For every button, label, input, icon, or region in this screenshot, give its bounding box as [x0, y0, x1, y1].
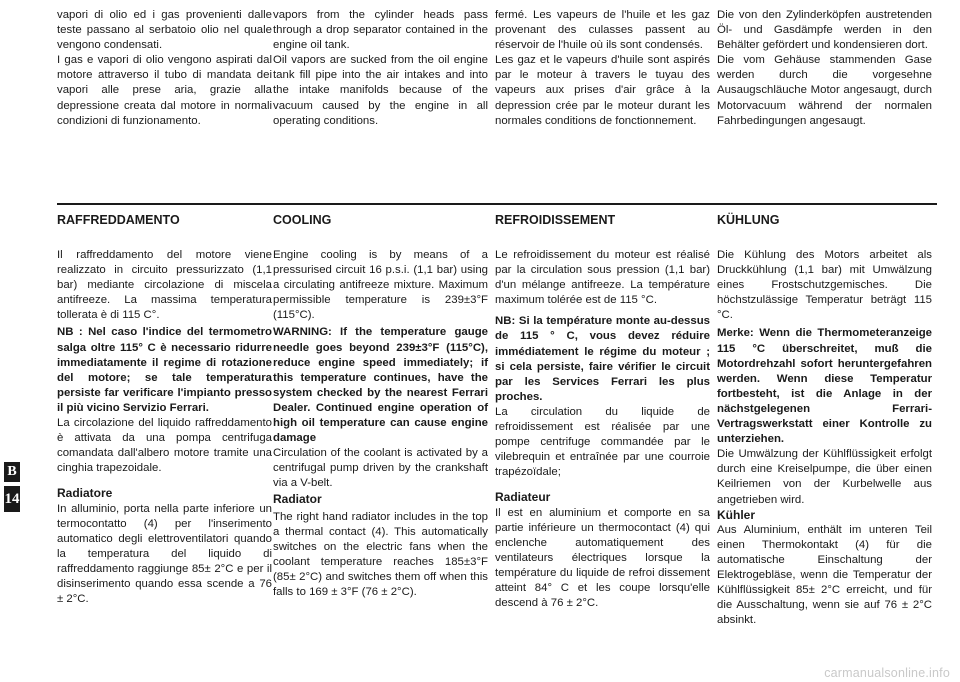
- warning-paragraph: Merke: Wenn die Thermometeranzeige 115 °C überschreitet, muß die Motordrehzahl sofort heruntergefahren werden. Wenn diese Temperatur fortbesteht, ist die Anlage in der nächstgelegenen Ferrari-Vertragswerkstatt einer Kontrolle zu unterziehen.: [717, 327, 932, 446]
- section-divider: [57, 203, 937, 205]
- paragraph: vapors from the cylinder heads pass through a drop separator contained in the engine oil tank.: [273, 9, 488, 52]
- note-paragraph: NB: Si la température monte au-dessus de 115 ° C, vous devez réduire immédiatement le régime du moteur ; si cela persiste, faire vérifier le circuit par les Services Ferrari les plus proches.: [495, 315, 710, 403]
- warning-paragraph: WARNING: If the temperature gauge needle goes beyond 239±3°F (115°C), reduce engine speed immediately; if this temperature continues, have the system checked by the nearest Ferrari Dealer. Continued engine operation of high oil temperature can cause engine damage: [273, 326, 488, 445]
- column-en: [273, 248, 488, 600]
- paragraph: Circulation of the coolant is activated by a centrifugal pump driven by the crankshaft via a V-belt.: [273, 447, 488, 490]
- section-tab-letter: B: [4, 462, 20, 482]
- section-tab-number: 14: [4, 486, 20, 512]
- subheading: Kühler: [717, 507, 756, 522]
- column-fr: [495, 248, 710, 611]
- subheading: Radiatore: [57, 486, 113, 501]
- paragraph: Il est en aluminium et comporte en sa partie inférieure un thermocontact (4) qui enclenche automatiquement des ventilateurs électriques lorsque la température du liquide de refroi dissement atteint 84° C et les coupe lorsqu'elle descend à 76 ± 2°C.: [495, 506, 710, 610]
- heading-de: KÜHLUNG: [717, 213, 780, 227]
- note-paragraph: NB : Nel caso l'indice del termometro salga oltre 115° C è necessario ridurre immediatamente il regime di rotazione del motore; se tale temperatura persiste far verificare l'impianto presso il più vicino Servizio Ferrari.: [57, 326, 272, 414]
- paragraph: La circolazione del liquido raffreddamento è attivata da una pompa centrifuga comandata dall'albero motore tramite una cinghia trapezoidale.: [57, 417, 272, 475]
- column-de: [717, 248, 932, 628]
- paragraph: Aus Aluminium, enthält im unteren Teil einen Thermokontakt (4) für die automatische Einschaltung der Elektrogebläse, wenn die Temperatur der Kühlflüssigkeit 85± 2°C erreicht, und für die Ausschaltung, wenn sie auf 76 ± 2°C absinkt.: [717, 523, 932, 627]
- paragraph: La circulation du liquide de refroidissement est réalisée par une pompe centrifuge commandée par le vilebrequin et entraînée par une courroie trapézoïdale;: [495, 405, 710, 479]
- paragraph: Die Umwälzung der Kühlflüssigkeit erfolgt durch eine Kreiselpumpe, die über einen Keilriemen von der Kurbelwelle aus angetrieben wird.: [717, 448, 932, 506]
- paragraph: Le refroidissement du moteur est réalisé par la circulation sous pression (1,1 bar) d'un mélange antifreeze. La température maximum tolérée est de 115 °C.: [495, 249, 710, 307]
- paragraph: vapori di olio ed i gas provenienti dalle teste passano al serbatoio olio nel quale vengono condensati.: [57, 9, 272, 52]
- heading-fr: REFROIDISSEMENT: [495, 213, 616, 227]
- paragraph: In alluminio, porta nella parte inferiore un termocontatto (4) per l'inserimento automatico degli elettroventilatori quando la temperatura del liquido di raffreddamento raggiunge 85± 2°C e per il disinserimento quando essa scende a 76 ± 2°C.: [57, 502, 272, 606]
- paragraph: Il raffreddamento del motore viene realizzato in circuito pressurizzato (1,1 bar) mediante circolazione di miscela antifreeze. La massima temperatura tollerata è di 115 C°.: [57, 249, 272, 322]
- paragraph: Oil vapors are sucked from the oil engine tank fill pipe into the air intakes and into the intake manifolds because of the vacuum caused by the engine in all operating conditions.: [273, 54, 488, 127]
- column-it: [57, 248, 272, 607]
- paragraph: I gas e vapori di olio vengono aspirati dal motore attraverso il tubo di mandata dei vapori alle prese aria, grazie alla depressione creata dal motore in normali condizioni di funzionamento.: [57, 54, 272, 127]
- paragraph: Die vom Gehäuse stammenden Gase werden durch die vorgesehne Ausaugschläuche Motor angesaugt, durch Motorvacuum während der normalen Fahrbedingungen angesaugt.: [717, 54, 932, 127]
- watermark: carmanualsonline.info: [824, 666, 950, 680]
- heading-it: RAFFREDDAMENTO: [57, 213, 180, 227]
- subheading: Radiator: [273, 491, 322, 506]
- paragraph: Die Kühlung des Motors arbeitet als Druckkühlung (1,1 bar) mit Umwälzung eines Frostschutzgemisches. Die höchstzulässige Temperatur beträgt 115 °C.: [717, 249, 932, 322]
- top-text-en: [273, 8, 488, 129]
- paragraph: fermé. Les vapeurs de l'huile et les gaz provenant des culasses passent au réservoir de l'huile où ils sont condensés.: [495, 9, 710, 52]
- paragraph: Die von den Zylinderköpfen austretenden Öl- und Gasdämpfe werden in den Behälter gefördert und kondensieren dort.: [717, 9, 932, 52]
- paragraph: Les gaz et le vapeurs d'huile sont aspirés par le moteur à travers le tuyau des vapeurs aux prises d'air grâce à la depression crée par le moteur durant les normales conditions de fonctionnement.: [495, 54, 710, 127]
- top-text-de: [717, 8, 932, 129]
- top-text-it: [57, 8, 272, 129]
- top-text-fr: [495, 8, 710, 129]
- heading-en: COOLING: [273, 213, 332, 227]
- paragraph: Engine cooling is by means of a pressurised circuit 16 p.s.i. (1,1 bar) using a circulating antifreeze mixture. Maximum permissible temperature is 239±3°F (115°C).: [273, 249, 488, 322]
- paragraph: The right hand radiator includes in the top a thermal contact (4). This automatically switches on the electric fans when the coolant temperature reaches 185±3°F (85± 2°C) and switches them off when this falls to 169 ± 3°F (76 ± 2°C).: [273, 510, 488, 599]
- subheading: Radiateur: [495, 490, 551, 505]
